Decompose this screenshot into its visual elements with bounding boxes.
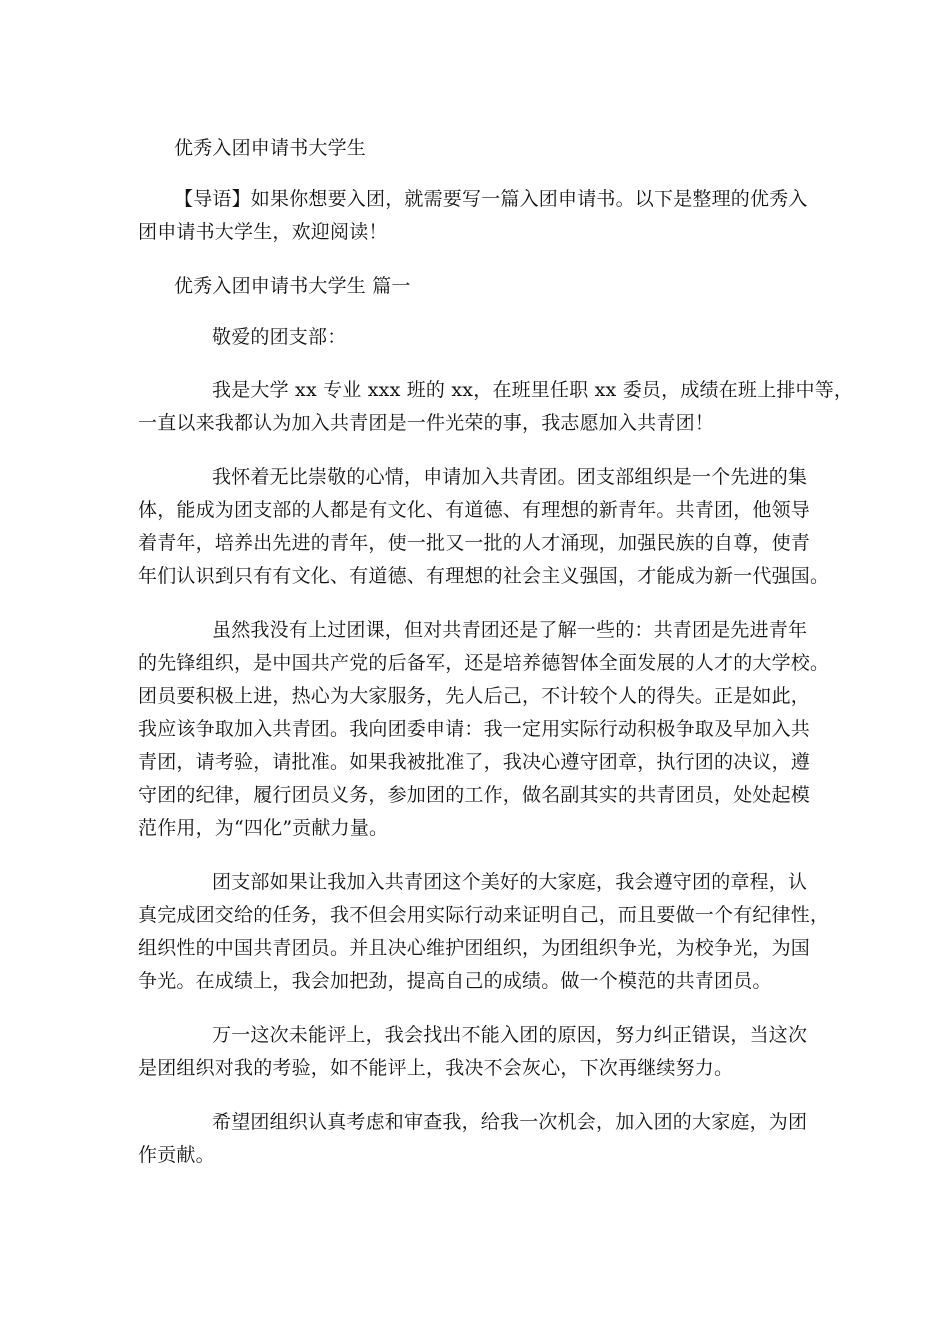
paragraph-line: 的先锋组织，是中国共产党的后备军，还是培养德智体全面发展的人才的大学校。 xyxy=(138,652,830,674)
document-body xyxy=(138,132,854,1193)
paragraph-line: 组织性的中国共青团员。并且决心维护团组织，为团组织争光，为校争光，为国 xyxy=(138,937,811,959)
intro-line: 【导语】如果你想要入团，就需要写一篇入团申请书。以下是整理的优秀入 xyxy=(174,188,808,210)
paragraph-line: 体，能成为团支部的人都是有文化、有道德、有理想的新青年。共青团，他领导 xyxy=(138,499,811,521)
paragraph-line: 我是大学 xx 专业 xxx 班的 xx，在班里任职 xx 委员，成绩在班上排中等， xyxy=(212,379,854,401)
paragraph-line: 虽然我没有上过团课，但对共青团还是了解一些的：共青团是先进青年 xyxy=(212,619,808,641)
body-paragraph-4 xyxy=(138,866,830,998)
paragraph-line: 年们认识到只有有文化、有道德、有理想的社会主义强国，才能成为新一代强国。 xyxy=(138,565,830,587)
paragraph-line: 希望团组织认真考虑和审查我，给我一次机会，加入团的大家庭，为团 xyxy=(212,1111,808,1133)
paragraph-line: 青团，请考验，请批准。如果我被批准了，我决心遵守团章，执行团的决议，遵 xyxy=(138,751,811,773)
paragraph-line: 团支部如果让我加入共青团这个美好的大家庭，我会遵守团的章程，认 xyxy=(212,871,808,893)
paragraph-line: 争光。在成绩上，我会加把劲，提高自己的成绩。做一个模范的共青团员。 xyxy=(138,970,772,992)
paragraph-line: 我应该争取加入共青团。我向团委申请：我一定用实际行动积极争取及早加入共 xyxy=(138,718,811,740)
paragraph-line: 守团的纪律，履行团员义务，参加团的工作，做名副其实的共青团员，处处起模 xyxy=(138,784,811,806)
paragraph-line: 万一这次未能评上，我会找出不能入团的原因，努力纠正错误，当这次 xyxy=(212,1024,808,1046)
paragraph-line: 真完成团交给的任务，我不但会用实际行动来证明自己，而且要做一个有纪律性， xyxy=(138,904,830,926)
paragraph-line: 范作用，为“四化”贡献力量。 xyxy=(138,817,389,839)
body-paragraph-6 xyxy=(138,1106,818,1172)
intro-line: 团申请书大学生，欢迎阅读！ xyxy=(138,221,388,243)
paragraph-line: 作贡献。 xyxy=(138,1144,215,1166)
body-paragraph-1 xyxy=(138,374,854,440)
paragraph-line: 是团组织对我的考验，如不能评上，我决不会灰心，下次再继续努力。 xyxy=(138,1057,734,1079)
paragraph-line: 一直以来我都认为加入共青团是一件光荣的事，我志愿加入共青团！ xyxy=(138,412,715,434)
paragraph-line: 着青年，培养出先进的青年，使一批又一批的人才涌现，加强民族的自尊，使青 xyxy=(138,532,811,554)
intro-paragraph xyxy=(138,183,818,249)
body-paragraph-5 xyxy=(138,1019,818,1085)
salutation: 敬爱的团支部： xyxy=(212,326,347,348)
paragraph-line: 我怀着无比崇敬的心情，申请加入共青团。团支部组织是一个先进的集 xyxy=(212,466,808,488)
document-title: 优秀入团申请书大学生 xyxy=(174,137,367,159)
paragraph-line: 团员要积极上进，热心为大家服务，先人后己，不计较个人的得失。正是如此， xyxy=(138,685,811,707)
body-paragraph-3 xyxy=(138,614,830,845)
body-paragraph-2 xyxy=(138,461,830,593)
section-title: 优秀入团申请书大学生 篇一 xyxy=(174,275,411,297)
